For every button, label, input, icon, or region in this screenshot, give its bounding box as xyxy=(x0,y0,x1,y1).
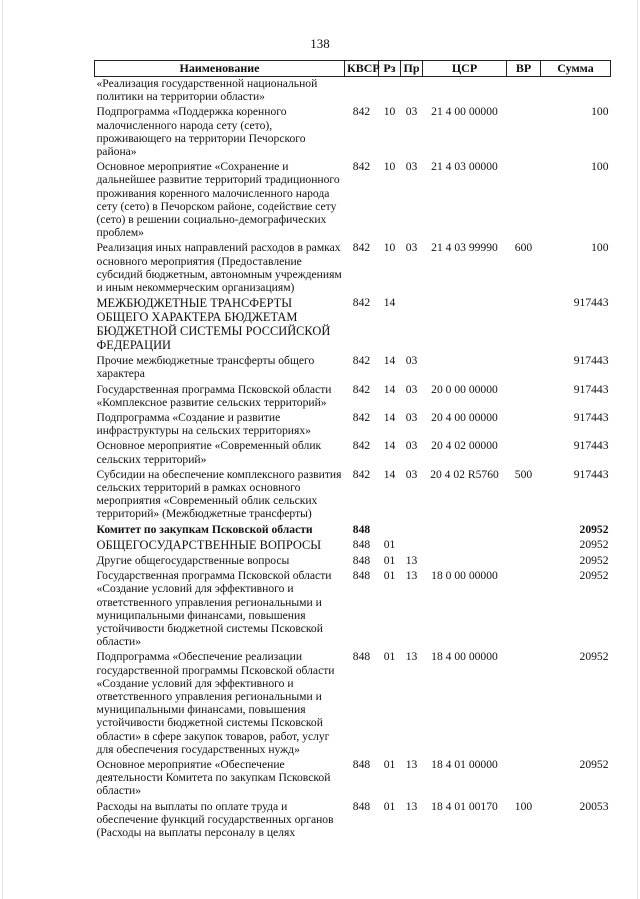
table-row xyxy=(95,521,611,536)
cell-vr xyxy=(507,552,541,567)
cell-rz xyxy=(379,77,401,104)
cell-sum: 917443 xyxy=(573,382,609,396)
table-row xyxy=(95,239,611,294)
table-row xyxy=(95,409,611,437)
cell-sum: 917443 xyxy=(573,439,609,453)
budget-table xyxy=(94,60,611,839)
cell-pr: 03 xyxy=(405,241,418,255)
table-row xyxy=(95,158,611,239)
table-row xyxy=(95,552,611,567)
cell-name: Основное мероприятие «Современный облик сельских территорий» xyxy=(96,439,322,466)
cell-kvsr: 842 xyxy=(352,467,371,481)
table-row xyxy=(95,103,611,158)
cell-name: Комитет по закупкам Псковской области xyxy=(96,522,313,536)
column-header-name: Наименование xyxy=(95,61,345,77)
cell-sum: 917443 xyxy=(573,296,609,310)
cell-sum: 100 xyxy=(591,241,609,255)
cell-kvsr: 848 xyxy=(352,537,371,551)
cell-sum: 917443 xyxy=(573,467,609,481)
cell-name: Прочие межбюджетные трансферты общего характера xyxy=(96,354,315,381)
cell-pr: 03 xyxy=(405,382,418,396)
cell-pr: 13 xyxy=(405,553,418,567)
column-header-vr: ВР xyxy=(507,61,541,77)
cell-kvsr: 842 xyxy=(352,382,371,396)
table-row xyxy=(95,756,611,798)
cell-name: ОБЩЕГОСУДАРСТВЕННЫЕ ВОПРОСЫ xyxy=(96,537,322,552)
cell-csr: 21 4 03 00000 xyxy=(431,160,498,174)
cell-kvsr: 842 xyxy=(352,160,371,174)
cell-name: Субсидии на обеспечение комплексного развития сельских территорий в рамках основного мероприятия «Современный облик сельских территорий» (Межбюджетные трансферты) xyxy=(96,467,342,521)
cell-kvsr: 842 xyxy=(352,354,371,368)
cell-sum: 917443 xyxy=(573,411,609,425)
cell-kvsr: 842 xyxy=(352,105,371,119)
cell-rz: 14 xyxy=(383,354,396,368)
cell-vr: 600 xyxy=(514,241,533,255)
cell-rz: 01 xyxy=(383,537,396,551)
cell-pr: 13 xyxy=(405,569,418,583)
column-header-rz: Рз xyxy=(379,61,401,77)
cell-rz: 14 xyxy=(383,296,396,310)
cell-rz: 14 xyxy=(383,411,396,425)
cell-vr xyxy=(507,437,541,465)
column-header-kvsr: КВСР xyxy=(345,61,379,77)
table-row xyxy=(95,536,611,552)
cell-kvsr: 848 xyxy=(352,757,371,771)
table-row xyxy=(95,437,611,465)
scan-edge-left xyxy=(2,0,3,899)
cell-rz: 01 xyxy=(383,799,396,813)
cell-csr: 20 0 00 00000 xyxy=(431,382,498,396)
cell-rz: 01 xyxy=(383,650,396,664)
table-row xyxy=(95,352,611,380)
scan-edge-right xyxy=(637,0,638,899)
cell-vr xyxy=(507,158,541,239)
table-body xyxy=(95,77,611,840)
cell-csr: 18 4 01 00000 xyxy=(431,757,498,771)
cell-name: Основное мероприятие «Сохранение и дальнейшее развитие территорий традиционного проживания коренного малочисленного народа сету (сето) в Печорском районе, содействие сету (сето) в решении социально-демографических проблем» xyxy=(96,160,340,240)
cell-rz: 14 xyxy=(383,467,396,481)
cell-csr xyxy=(423,77,507,104)
table-row xyxy=(95,381,611,409)
cell-pr: 13 xyxy=(405,650,418,664)
cell-rz: 01 xyxy=(383,569,396,583)
cell-sum: 100 xyxy=(591,160,609,174)
table-row xyxy=(95,77,611,104)
cell-vr xyxy=(507,648,541,756)
cell-csr xyxy=(423,352,507,380)
cell-kvsr: 848 xyxy=(352,522,371,536)
cell-name: Подпрограмма «Обеспечение реализации государственной программы Псковской области «Создание условий для эффективного и ответственного управления региональными и муниципальными финансами, повышения устойчивости бюджетной системы Псковской области» в сфере закупок товаров, работ, услуг для обеспечения государственных нужд» xyxy=(96,650,335,756)
cell-vr xyxy=(507,352,541,380)
cell-pr xyxy=(401,536,423,552)
cell-rz: 01 xyxy=(383,757,396,771)
cell-sum: 20952 xyxy=(579,522,609,536)
cell-pr: 03 xyxy=(405,105,418,119)
cell-pr xyxy=(401,521,423,536)
cell-csr: 18 4 01 00170 xyxy=(431,799,498,813)
cell-vr xyxy=(507,381,541,409)
cell-csr: 18 4 00 00000 xyxy=(431,650,498,664)
table-row xyxy=(95,648,611,756)
cell-rz: 10 xyxy=(383,105,396,119)
cell-kvsr: 848 xyxy=(352,650,371,664)
cell-pr: 03 xyxy=(405,467,418,481)
cell-pr: 03 xyxy=(405,411,418,425)
cell-name: Подпрограмма «Поддержка коренного малочисленного народа сету (сето), проживающего на территории Печорского района» xyxy=(96,105,306,159)
cell-csr: 20 4 00 00000 xyxy=(431,411,498,425)
cell-vr xyxy=(507,521,541,536)
cell-sum: 100 xyxy=(591,105,609,119)
cell-sum: 20952 xyxy=(579,553,609,567)
cell-vr xyxy=(507,536,541,552)
column-header-sum: Сумма xyxy=(541,61,611,77)
cell-pr: 03 xyxy=(405,439,418,453)
cell-pr xyxy=(401,294,423,352)
cell-kvsr: 842 xyxy=(352,411,371,425)
table-row xyxy=(95,798,611,840)
cell-sum xyxy=(541,77,611,104)
cell-vr xyxy=(507,409,541,437)
cell-rz: 14 xyxy=(383,382,396,396)
cell-pr xyxy=(401,77,423,104)
cell-rz: 01 xyxy=(383,553,396,567)
table-row xyxy=(95,466,611,521)
cell-kvsr: 842 xyxy=(352,296,371,310)
cell-rz xyxy=(379,521,401,536)
cell-csr xyxy=(423,521,507,536)
cell-vr xyxy=(507,103,541,158)
table-row xyxy=(95,294,611,352)
cell-name: Расходы на выплаты по оплате труда и обеспечение функций государственных органов (Расходы на выплаты персоналу в целях xyxy=(96,799,334,839)
cell-name: Подпрограмма «Создание и развитие инфраструктуры на сельских территориях» xyxy=(96,411,311,438)
cell-sum: 20952 xyxy=(579,569,609,583)
cell-vr: 100 xyxy=(514,799,533,813)
cell-name: Государственная программа Псковской области «Создание условий для эффективного и ответственного управления региональными и муниципальными финансами, повышения устойчивости бюджетной системы Псковской области» xyxy=(96,569,332,649)
cell-csr xyxy=(423,536,507,552)
cell-csr: 18 0 00 00000 xyxy=(431,569,498,583)
cell-csr xyxy=(423,294,507,352)
column-header-pr: Пр xyxy=(401,61,423,77)
cell-sum: 20053 xyxy=(579,799,609,813)
cell-pr: 13 xyxy=(405,757,418,771)
cell-name: Другие общегосударственные вопросы xyxy=(96,553,290,567)
cell-kvsr: 848 xyxy=(352,553,371,567)
table-row xyxy=(95,567,611,648)
cell-kvsr: 842 xyxy=(352,439,371,453)
cell-csr xyxy=(423,552,507,567)
cell-vr xyxy=(507,294,541,352)
cell-rz: 14 xyxy=(383,439,396,453)
table-header-row xyxy=(95,61,611,77)
cell-vr: 500 xyxy=(514,467,533,481)
cell-name: Основное мероприятие «Обеспечение деятельности Комитета по закупкам Псковской области» xyxy=(96,757,331,798)
cell-sum: 20952 xyxy=(579,537,609,551)
page-number: 138 xyxy=(310,36,330,51)
cell-name: «Реализация государственной национальной политики на территории области» xyxy=(96,77,318,104)
cell-pr: 13 xyxy=(405,799,418,813)
cell-csr: 20 4 02 00000 xyxy=(431,439,498,453)
cell-name: Государственная программа Псковской области «Комплексное развитие сельских территорий» xyxy=(96,382,332,409)
cell-vr xyxy=(507,567,541,648)
cell-csr: 21 4 03 99990 xyxy=(431,241,498,255)
cell-kvsr: 848 xyxy=(352,799,371,813)
cell-vr xyxy=(507,77,541,104)
cell-pr: 03 xyxy=(405,160,418,174)
cell-rz: 10 xyxy=(383,241,396,255)
cell-kvsr: 842 xyxy=(352,241,371,255)
cell-kvsr: 848 xyxy=(352,569,371,583)
column-header-csr: ЦСР xyxy=(423,61,507,77)
cell-rz: 10 xyxy=(383,160,396,174)
cell-sum: 917443 xyxy=(573,354,609,368)
cell-pr: 03 xyxy=(405,354,418,368)
cell-name: МЕЖБЮДЖЕТНЫЕ ТРАНСФЕРТЫ ОБЩЕГО ХАРАКТЕРА БЮДЖЕТАМ БЮДЖЕТНОЙ СИСТЕМЫ РОССИЙСКОЙ ФЕДЕРАЦИИ xyxy=(96,296,331,353)
cell-csr: 21 4 00 00000 xyxy=(431,105,498,119)
cell-sum: 20952 xyxy=(579,757,609,771)
cell-sum: 20952 xyxy=(579,650,609,664)
cell-vr xyxy=(507,756,541,798)
cell-csr: 20 4 02 R5760 xyxy=(430,467,499,481)
cell-name: Реализация иных направлений расходов в рамках основного мероприятия (Предоставление субсидий бюджетным, автономным учреждениям и иным некоммерческим организациям) xyxy=(96,241,342,295)
cell-kvsr xyxy=(345,77,379,104)
